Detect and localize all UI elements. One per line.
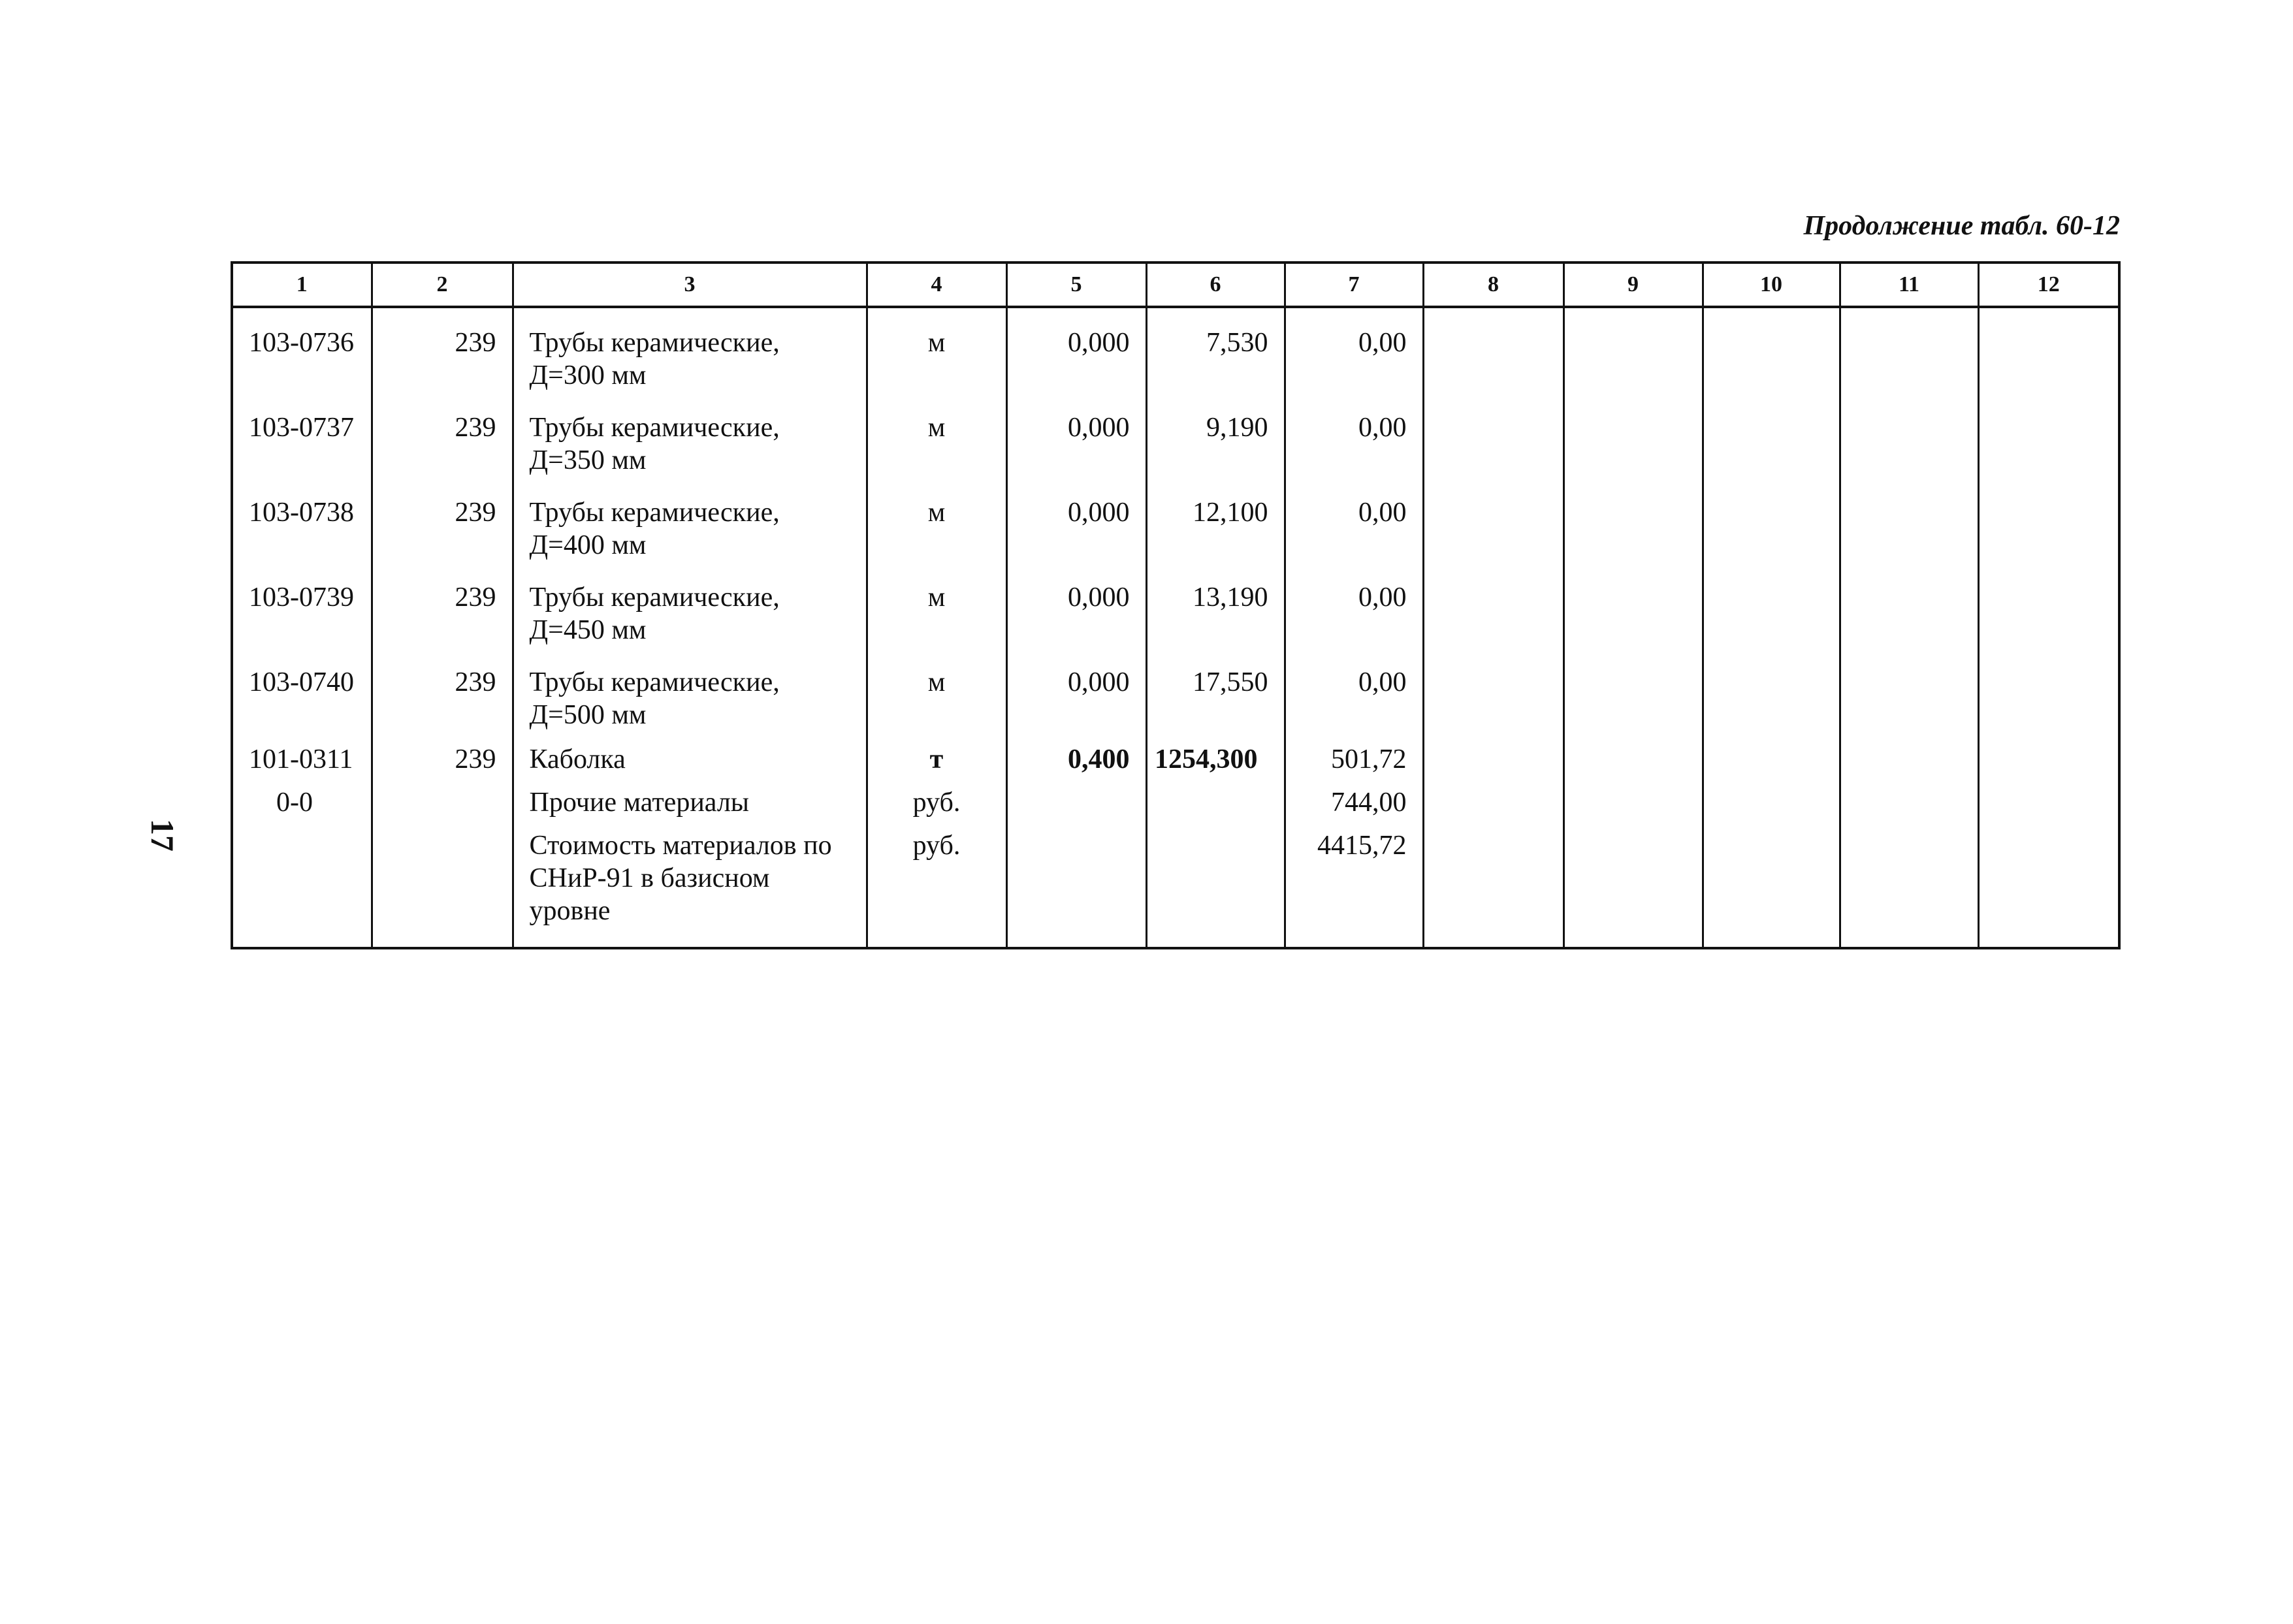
table-row xyxy=(232,478,2119,563)
resource-group xyxy=(372,776,513,819)
table-caption: Продолжение табл. 60-12 xyxy=(1803,211,2120,241)
column-header: 9 xyxy=(1563,263,1703,307)
empty-cell xyxy=(1840,819,1978,948)
empty-cell xyxy=(1703,648,1840,733)
unit-cell: м xyxy=(867,648,1006,733)
resource-group: 239 xyxy=(372,307,513,393)
empty-cell xyxy=(1563,307,1703,393)
unit-cell: м xyxy=(867,563,1006,648)
empty-cell xyxy=(1563,776,1703,819)
material-name xyxy=(513,307,867,393)
quantity-cell: 0,000 xyxy=(1006,478,1146,563)
empty-cell xyxy=(1563,648,1703,733)
empty-cell xyxy=(1840,776,1978,819)
material-name-line: Д=500 мм xyxy=(529,700,647,730)
unit-cell: м xyxy=(867,307,1006,393)
empty-cell xyxy=(1563,478,1703,563)
quantity-cell: 0,000 xyxy=(1006,563,1146,648)
empty-cell xyxy=(1703,563,1840,648)
empty-cell xyxy=(1840,307,1978,393)
material-code: 101-0311 xyxy=(232,733,372,776)
material-code xyxy=(232,819,372,948)
empty-cell xyxy=(1703,776,1840,819)
empty-cell xyxy=(1840,393,1978,478)
quantity-cell: 0,400 xyxy=(1006,733,1146,776)
column-header: 2 xyxy=(372,263,513,307)
empty-cell xyxy=(1423,648,1563,733)
table-row xyxy=(232,733,2119,776)
quantity-cell: 0,000 xyxy=(1006,307,1146,393)
price-cell: 13,190 xyxy=(1146,563,1285,648)
unit-cell: т xyxy=(867,733,1006,776)
material-name xyxy=(513,393,867,478)
empty-cell xyxy=(1840,563,1978,648)
material-name-line: Каболка xyxy=(529,744,626,774)
empty-cell xyxy=(1703,307,1840,393)
empty-cell xyxy=(1423,733,1563,776)
column-header: 12 xyxy=(1978,263,2119,307)
empty-cell xyxy=(1563,393,1703,478)
price-cell: 9,190 xyxy=(1146,393,1285,478)
material-name-line: Д=300 мм xyxy=(529,360,647,390)
material-name-line: Трубы керамические, xyxy=(529,582,780,613)
resource-group: 239 xyxy=(372,648,513,733)
empty-cell xyxy=(1423,478,1563,563)
unit-cell: руб. xyxy=(867,776,1006,819)
material-name xyxy=(513,819,867,948)
table-row xyxy=(232,393,2119,478)
total-cell: 0,00 xyxy=(1285,478,1423,563)
column-header: 8 xyxy=(1423,263,1563,307)
total-cell: 0,00 xyxy=(1285,648,1423,733)
material-name xyxy=(513,478,867,563)
unit-cell: руб. xyxy=(867,819,1006,948)
price-cell: 1254,300 xyxy=(1146,733,1285,776)
material-name-line: Прочие материалы xyxy=(529,788,749,818)
total-cell: 0,00 xyxy=(1285,393,1423,478)
unit-cell: м xyxy=(867,393,1006,478)
empty-cell xyxy=(1978,648,2119,733)
table-row xyxy=(232,307,2119,393)
material-name-line: Д=400 мм xyxy=(529,530,647,560)
column-header: 3 xyxy=(513,263,867,307)
resource-group: 239 xyxy=(372,733,513,776)
column-header: 5 xyxy=(1006,263,1146,307)
total-cell: 744,00 xyxy=(1285,776,1423,819)
empty-cell xyxy=(1423,393,1563,478)
empty-cell xyxy=(1978,393,2119,478)
table-row xyxy=(232,563,2119,648)
header-row xyxy=(232,263,2119,307)
material-name-line: СНиР-91 в базисном xyxy=(529,863,770,893)
materials-table xyxy=(231,261,2121,949)
material-name-line: Трубы керамические, xyxy=(529,328,780,358)
empty-cell xyxy=(1423,776,1563,819)
material-code: 103-0739 xyxy=(232,563,372,648)
material-name-line: Стоимость материалов по xyxy=(529,831,832,861)
empty-cell xyxy=(1703,478,1840,563)
price-cell xyxy=(1146,819,1285,948)
table-row xyxy=(232,819,2119,948)
column-header: 4 xyxy=(867,263,1006,307)
material-name-line: Трубы керамические, xyxy=(529,498,780,528)
empty-cell xyxy=(1840,648,1978,733)
material-code: 0-0 xyxy=(232,776,372,819)
empty-cell xyxy=(1703,393,1840,478)
material-name-line: Трубы керамические, xyxy=(529,413,780,443)
empty-cell xyxy=(1840,478,1978,563)
empty-cell xyxy=(1563,819,1703,948)
quantity-cell xyxy=(1006,819,1146,948)
empty-cell xyxy=(1423,563,1563,648)
empty-cell xyxy=(1563,563,1703,648)
material-name xyxy=(513,776,867,819)
material-name xyxy=(513,733,867,776)
material-code: 103-0740 xyxy=(232,648,372,733)
empty-cell xyxy=(1423,307,1563,393)
material-code: 103-0736 xyxy=(232,307,372,393)
total-cell: 4415,72 xyxy=(1285,819,1423,948)
empty-cell xyxy=(1978,478,2119,563)
column-header: 7 xyxy=(1285,263,1423,307)
table-row xyxy=(232,776,2119,819)
material-name-line: Д=350 мм xyxy=(529,445,647,475)
price-cell: 17,550 xyxy=(1146,648,1285,733)
material-name xyxy=(513,563,867,648)
unit-cell: м xyxy=(867,478,1006,563)
empty-cell xyxy=(1703,733,1840,776)
column-header: 11 xyxy=(1840,263,1978,307)
empty-cell xyxy=(1978,733,2119,776)
empty-cell xyxy=(1978,776,2119,819)
column-header: 6 xyxy=(1146,263,1285,307)
empty-cell xyxy=(1978,819,2119,948)
column-header: 1 xyxy=(232,263,372,307)
resource-group: 239 xyxy=(372,563,513,648)
material-code: 103-0738 xyxy=(232,478,372,563)
resource-group: 239 xyxy=(372,478,513,563)
table-row xyxy=(232,648,2119,733)
total-cell: 0,00 xyxy=(1285,307,1423,393)
quantity-cell xyxy=(1006,776,1146,819)
empty-cell xyxy=(1423,819,1563,948)
material-name xyxy=(513,648,867,733)
price-cell: 7,530 xyxy=(1146,307,1285,393)
material-name-line: Трубы керамические, xyxy=(529,667,780,697)
quantity-cell: 0,000 xyxy=(1006,393,1146,478)
resource-group: 239 xyxy=(372,393,513,478)
resource-group xyxy=(372,819,513,948)
price-cell: 12,100 xyxy=(1146,478,1285,563)
empty-cell xyxy=(1703,819,1840,948)
empty-cell xyxy=(1978,563,2119,648)
total-cell: 501,72 xyxy=(1285,733,1423,776)
page-number: 17 xyxy=(144,819,181,852)
material-name-line: Д=450 мм xyxy=(529,615,647,645)
empty-cell xyxy=(1840,733,1978,776)
material-name-line: уровне xyxy=(529,896,611,926)
column-header: 10 xyxy=(1703,263,1840,307)
quantity-cell: 0,000 xyxy=(1006,648,1146,733)
empty-cell xyxy=(1978,307,2119,393)
total-cell: 0,00 xyxy=(1285,563,1423,648)
price-cell xyxy=(1146,776,1285,819)
material-code: 103-0737 xyxy=(232,393,372,478)
empty-cell xyxy=(1563,733,1703,776)
